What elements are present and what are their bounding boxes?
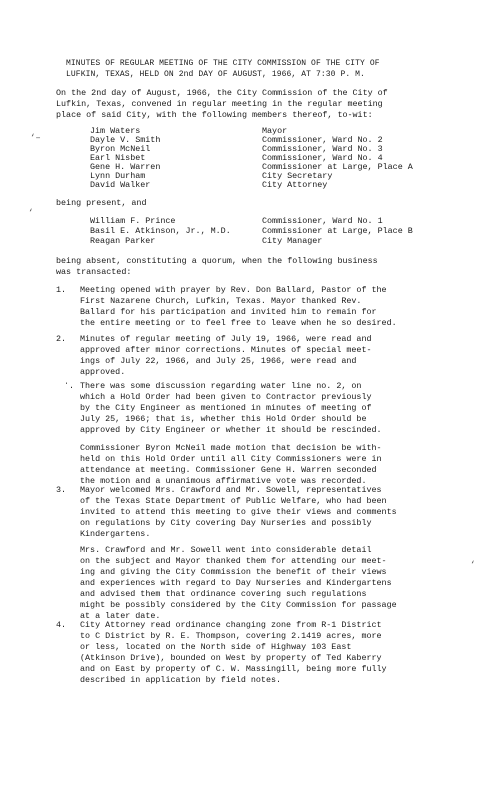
item-line: which a Hold Order had been given to Contractor previously bbox=[80, 392, 372, 402]
quorum-line: being absent, constituting a quorum, when the following business bbox=[56, 256, 378, 266]
member-name: Lynn Durham bbox=[90, 171, 146, 181]
item-line: approved after minor corrections. Minutes of special meet- bbox=[80, 345, 372, 355]
title-line: MINUTES OF REGULAR MEETING OF THE CITY COMMISSION OF THE CITY OF bbox=[66, 59, 380, 68]
member-role: Mayor bbox=[262, 126, 288, 136]
item-line: City Attorney read ordinance changing zone from R-1 District bbox=[80, 620, 382, 630]
item-line: ing and giving the City Commission the benefit of their views bbox=[80, 567, 387, 577]
item-line: on the subject and Mayor thanked them for attending our meet- bbox=[80, 556, 387, 566]
member-name: Reagan Parker bbox=[90, 236, 156, 246]
item-line: to C District by R. E. Thompson, covering 2.1419 acres, more bbox=[80, 631, 382, 641]
item-line: or less, located on the North side of Highway 103 East bbox=[80, 642, 352, 652]
item-line: Commissioner Byron McNeil made motion that decision be with- bbox=[80, 443, 382, 453]
member-name: Dayle V. Smith bbox=[90, 135, 161, 145]
margin-mark: ‘ bbox=[470, 560, 476, 570]
member-role: Commissioner at Large, Place A bbox=[262, 162, 413, 172]
member-role: Commissioner, Ward No. 3 bbox=[262, 144, 383, 154]
member-role: Commissioner, Ward No. 2 bbox=[262, 135, 383, 145]
item-line: on regulations by City covering Day Nurseries and possibly bbox=[80, 518, 372, 528]
item-number: 3. bbox=[56, 485, 67, 495]
member-role: City Attorney bbox=[262, 180, 328, 190]
item-line: Meeting opened with prayer by Rev. Don Ballard, Pastor of the bbox=[80, 285, 387, 295]
item-line: Mrs. Crawford and Mr. Sowell went into considerable detail bbox=[80, 545, 372, 555]
member-name: Jim Waters bbox=[90, 126, 141, 136]
item-line: and experiences with regard to Day Nurseries and Kindergartens bbox=[80, 578, 392, 588]
member-role: City Manager bbox=[262, 236, 323, 246]
item-line: approved. bbox=[80, 367, 126, 377]
item-line: There was some discussion regarding water line no. 2, on bbox=[80, 381, 362, 391]
item-line: and advised them that ordinance covering such regulations bbox=[80, 589, 367, 599]
member-role: Commissioner, Ward No. 4 bbox=[262, 153, 383, 163]
item-number: 4. bbox=[56, 620, 67, 630]
item-line: First Nazarene Church, Lufkin, Texas. Mayor thanked Rev. bbox=[80, 296, 362, 306]
item-line: at a later date. bbox=[80, 611, 161, 621]
member-role: Commissioner, Ward No. 1 bbox=[262, 216, 383, 226]
item-line: invited to attend this meeting to give their views and comments bbox=[80, 507, 397, 517]
item-line: Ballard for his participation and invited him to remain for bbox=[80, 307, 377, 317]
member-name: Byron McNeil bbox=[90, 144, 151, 154]
item-line: the motion and a unanimous affirmative vote was recorded. bbox=[80, 476, 367, 486]
title-line: LUFKIN, TEXAS, HELD ON 2nd DAY OF AUGUST, 1966, AT 7:30 P. M. bbox=[66, 70, 365, 79]
item-line: by the City Engineer as mentioned in minutes of meeting of bbox=[80, 403, 372, 413]
intro-line: Lufkin, Texas, convened in regular meeting in the regular meeting bbox=[56, 99, 383, 109]
margin-mark: ‘ bbox=[28, 208, 34, 218]
item-number: 2. bbox=[56, 334, 67, 344]
intro-line: On the 2nd day of August, 1966, the City Commission of the City of bbox=[56, 88, 388, 98]
item-line: might be possibly considered by the City Commission for passage bbox=[80, 600, 397, 610]
member-name: David Walker bbox=[90, 180, 151, 190]
item-line: held on this Hold Order until all City Commissioners were in bbox=[80, 454, 382, 464]
item-line: of the Texas State Department of Public Welfare, who had been bbox=[80, 496, 387, 506]
item-number: ʻ. bbox=[64, 381, 75, 391]
item-line: Mayor welcomed Mrs. Crawford and Mr. Sowell, representatives bbox=[80, 485, 382, 495]
item-line: and on East by property of C. W. Massingill, being more fully bbox=[80, 664, 387, 674]
item-line: described in application by field notes. bbox=[80, 675, 282, 685]
member-name: William F. Prince bbox=[90, 216, 176, 226]
member-name: Earl Nisbet bbox=[90, 153, 146, 163]
member-name: Gene H. Warren bbox=[90, 162, 161, 172]
member-role: City Secretary bbox=[262, 171, 333, 181]
item-line: attendance at meeting. Commissioner Gene H. Warren seconded bbox=[80, 465, 377, 475]
item-line: ings of July 22, 1966, and July 25, 1966, were read and bbox=[80, 356, 357, 366]
item-number: 1. bbox=[56, 285, 67, 295]
margin-mark: ‘– bbox=[30, 133, 41, 143]
item-line: approved by City Engineer or whether it should be rescinded. bbox=[80, 425, 382, 435]
being-present-text: being present, and bbox=[56, 198, 147, 208]
item-line: the entire meeting or to feel free to leave when he so desired. bbox=[80, 318, 397, 328]
item-line: Kindergartens. bbox=[80, 529, 151, 539]
quorum-line: was transacted: bbox=[56, 267, 132, 277]
item-line: Minutes of regular meeting of July 19, 1966, were read and bbox=[80, 334, 372, 344]
item-line: (Atkinson Drive), bounded on West by property of Ted Kaberry bbox=[80, 653, 382, 663]
item-line: July 25, 1966; that is, whether this Hold Order should be bbox=[80, 414, 367, 424]
intro-line: place of said City, with the following members thereof, to-wit: bbox=[56, 110, 373, 120]
member-role: Commissioner at Large, Place B bbox=[262, 226, 413, 236]
member-name: Basil E. Atkinson, Jr., M.D. bbox=[90, 226, 231, 236]
